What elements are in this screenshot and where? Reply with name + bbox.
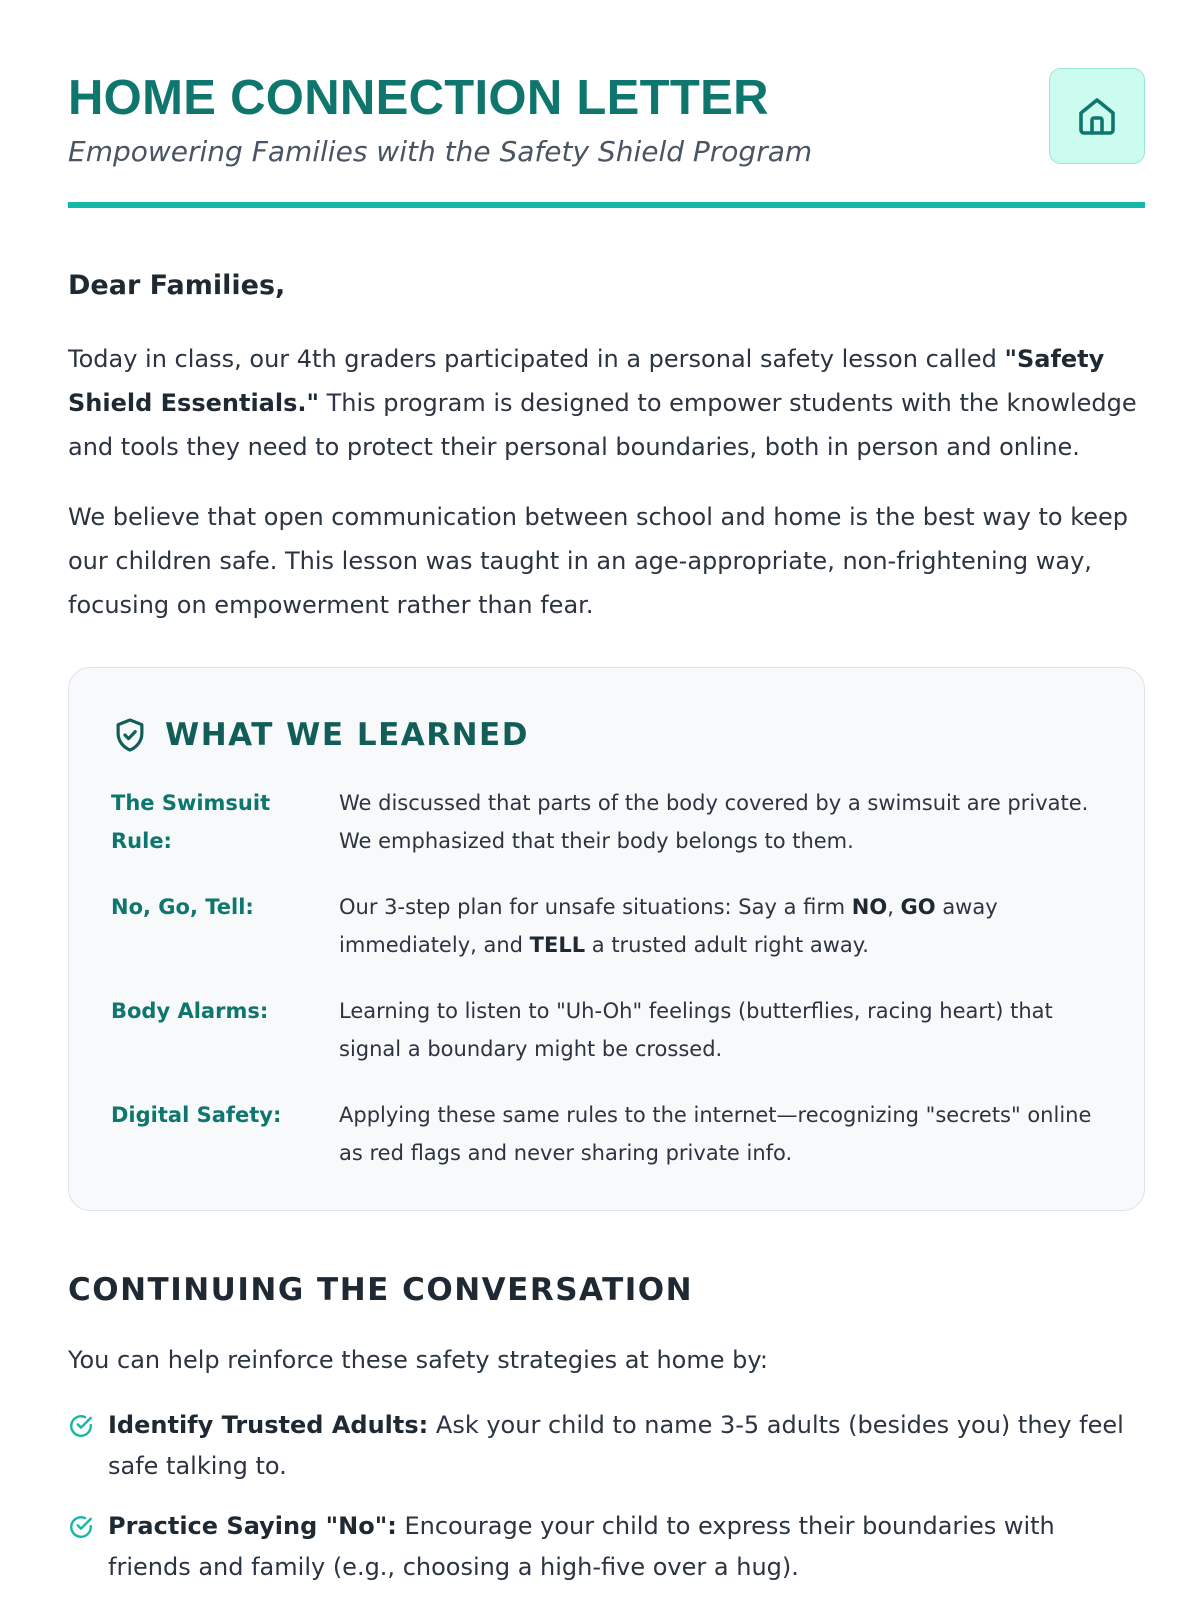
- communication-paragraph: We believe that open communication between school and home is the best way to keep our children safe. This lesson was taught in an age-appropriate, non-frightening way, focusing on empowerment rather than fear.: [68, 503, 1129, 619]
- continuing-intro: You can help reinforce these safety strategies at home by:: [68, 1346, 768, 1374]
- tip-heading: Practice Saying "No":: [108, 1512, 397, 1540]
- letter-header: [68, 0, 1145, 209]
- row-text-part: ,: [887, 895, 901, 919]
- header-divider: [68, 202, 1145, 208]
- row-keyword-go: GO: [900, 895, 936, 919]
- intro-text-start: Today in class, our 4th graders participated in a personal safety lesson called: [68, 345, 1005, 373]
- tip-body: Ask your child to name 3-5 adults (besides you) they feel safe talking to.: [108, 1411, 1124, 1480]
- row-text-part: a trusted adult right away.: [585, 933, 869, 957]
- learned-heading: [111, 710, 529, 760]
- home-badge: [1049, 68, 1145, 164]
- row-keyword-no: NO: [851, 895, 888, 919]
- row-label: The Swimsuit Rule:: [111, 791, 271, 853]
- learned-title: WHAT WE LEARNED: [165, 717, 529, 753]
- greeting: Dear Families,: [68, 270, 286, 301]
- home-icon: [1073, 92, 1121, 140]
- row-label: No, Go, Tell:: [111, 895, 254, 919]
- tip-heading: Identify Trusted Adults:: [108, 1411, 429, 1439]
- row-text-part: away immediately, and: [339, 895, 998, 957]
- page-subtitle: Empowering Families with the Safety Shield Program: [68, 135, 813, 168]
- row-keyword-tell: TELL: [529, 933, 586, 957]
- row-label: Body Alarms:: [111, 999, 269, 1023]
- intro-paragraph: [68, 337, 1145, 469]
- row-text: We discussed that parts of the body covered by a swimsuit are private. We emphasized that their body belongs to them.: [339, 791, 1089, 853]
- tip-body: Encourage your child to express their boundaries with friends and family (e.g., choosing a high-five over a hug).: [108, 1512, 1055, 1581]
- continuing-title: CONTINUING THE CONVERSATION: [68, 1272, 694, 1308]
- what-we-learned-box: [68, 667, 1145, 1211]
- check-circle-icon: [68, 1514, 94, 1540]
- tip-text: [108, 1506, 1145, 1588]
- letter-page: [68, 0, 1145, 1581]
- program-name: "Safety Shield Essentials.": [68, 345, 1105, 417]
- page-title: HOME CONNECTION LETTER: [68, 71, 769, 125]
- intro-text-end: This program is designed to empower students with the knowledge and tools they need to protect their personal boundaries, both in person and online.: [68, 389, 1137, 461]
- row-text: [339, 888, 1101, 964]
- row-text-part: Our 3-step plan for unsafe situations: Say a firm: [339, 895, 852, 919]
- row-label: Digital Safety:: [111, 1103, 282, 1127]
- row-text: Applying these same rules to the internet—recognizing "secrets" online as red flags and never sharing private info.: [339, 1103, 1092, 1165]
- tip-text: [108, 1405, 1145, 1487]
- row-text: Learning to listen to "Uh-Oh" feelings (butterflies, racing heart) that signal a boundary might be crossed.: [339, 999, 1053, 1061]
- check-circle-icon: [68, 1413, 94, 1439]
- shield-check-icon: [111, 716, 149, 754]
